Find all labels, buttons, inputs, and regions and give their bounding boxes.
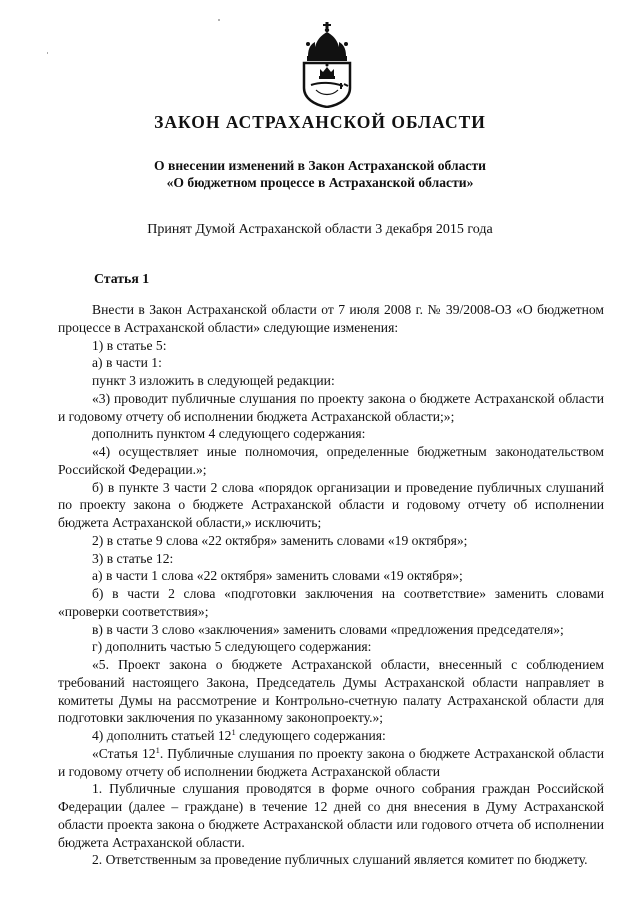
superscript: 1 xyxy=(155,744,160,755)
paragraph: 2. Ответственным за проведение публичных слушаний является комитет по бюджету. xyxy=(92,852,588,868)
article-heading: Статья 1 xyxy=(94,271,150,286)
subtitle-line: «О бюджетном процессе в Астраханской области» xyxy=(166,175,474,190)
scan-speck xyxy=(47,52,48,54)
paragraph: 1. Публичные слушания проводятся в форме очного собрания граждан Российской Федерации (далее – граждане) в течение 12 дней со дня внесения в Думу Астраханской области проекта закона о бюджете Астраханской области или годового отчета об исполнении бюджета Астраханской области. xyxy=(58,781,604,850)
page-title: ЗАКОН АСТРАХАНСКОЙ ОБЛАСТИ xyxy=(154,112,486,132)
astrakhan-coat-of-arms-icon xyxy=(296,22,358,108)
paragraph xyxy=(58,727,604,745)
law-subtitle xyxy=(0,157,640,191)
article-body xyxy=(58,301,604,869)
paragraph: а) в части 1 слова «22 октября» заменить словами «19 октября»; xyxy=(92,568,463,584)
paragraph: 3) в статье 12: xyxy=(92,550,174,566)
adoption-date: Принят Думой Астраханской области 3 декабря 2015 года xyxy=(147,222,493,237)
paragraph xyxy=(58,745,604,781)
paragraph-text: 4) дополнить статьей 12 xyxy=(92,728,232,743)
paragraph: «4) осуществляет иные полномочия, определенные бюджетным законодательством Российской Федерации.»; xyxy=(58,444,604,477)
paragraph: «5. Проект закона о бюджете Астраханской области, внесенный с соблюдением требований настоящего Закона, Председатель Думы Астраханской области направляет в комитеты Думы на рассмотрение и Контрольно-счетную палату Астраханской области для подготовки заключения по указанному законопроекту.»; xyxy=(58,657,604,726)
paragraph: пункт 3 изложить в следующей редакции: xyxy=(92,373,335,388)
paragraph: а) в части 1: xyxy=(92,355,162,371)
paragraph: Внести в Закон Астраханской области от 7 июля 2008 г. № 39/2008-ОЗ «О бюджетном процессе в Астраханской области» следующие изменения: xyxy=(58,302,604,335)
paragraph-text: . Публичные слушания по проекту закона о бюджете Астраханской области и годовому отчету об исполнении бюджета Астраханской области xyxy=(58,745,605,779)
paragraph: в) в части 3 слово «заключения» заменить словами «предложения председателя»; xyxy=(92,621,564,637)
paragraph: дополнить пунктом 4 следующего содержания: xyxy=(92,426,366,442)
paragraph-text: «Статья 12 xyxy=(92,745,156,761)
superscript: 1 xyxy=(231,727,236,737)
paragraph: 1) в статье 5: xyxy=(92,337,167,353)
paragraph: «3) проводит публичные слушания по проекту закона о бюджете Астраханской области и годовому отчету об исполнении бюджета Астраханской области;»; xyxy=(58,390,604,424)
paragraph: б) в части 2 слова «подготовки заключения на соответствие» заменить словами «проверки соответствия»; xyxy=(58,586,604,619)
paragraph-text: следующего содержания: xyxy=(235,728,386,743)
scan-speck xyxy=(218,19,220,21)
paragraph: 2) в статье 9 слова «22 октября» заменить словами «19 октября»; xyxy=(92,532,468,548)
paragraph: б) в пункте 3 части 2 слова «порядок организации и проведение публичных слушаний по проекту закона о бюджете Астраханской области и годовому отчету об исполнении бюджета Астраханской области,» исключить; xyxy=(58,479,604,530)
subtitle-line: О внесении изменений в Закон Астраханской области xyxy=(154,158,486,173)
paragraph: г) дополнить частью 5 следующего содержания: xyxy=(92,639,372,655)
